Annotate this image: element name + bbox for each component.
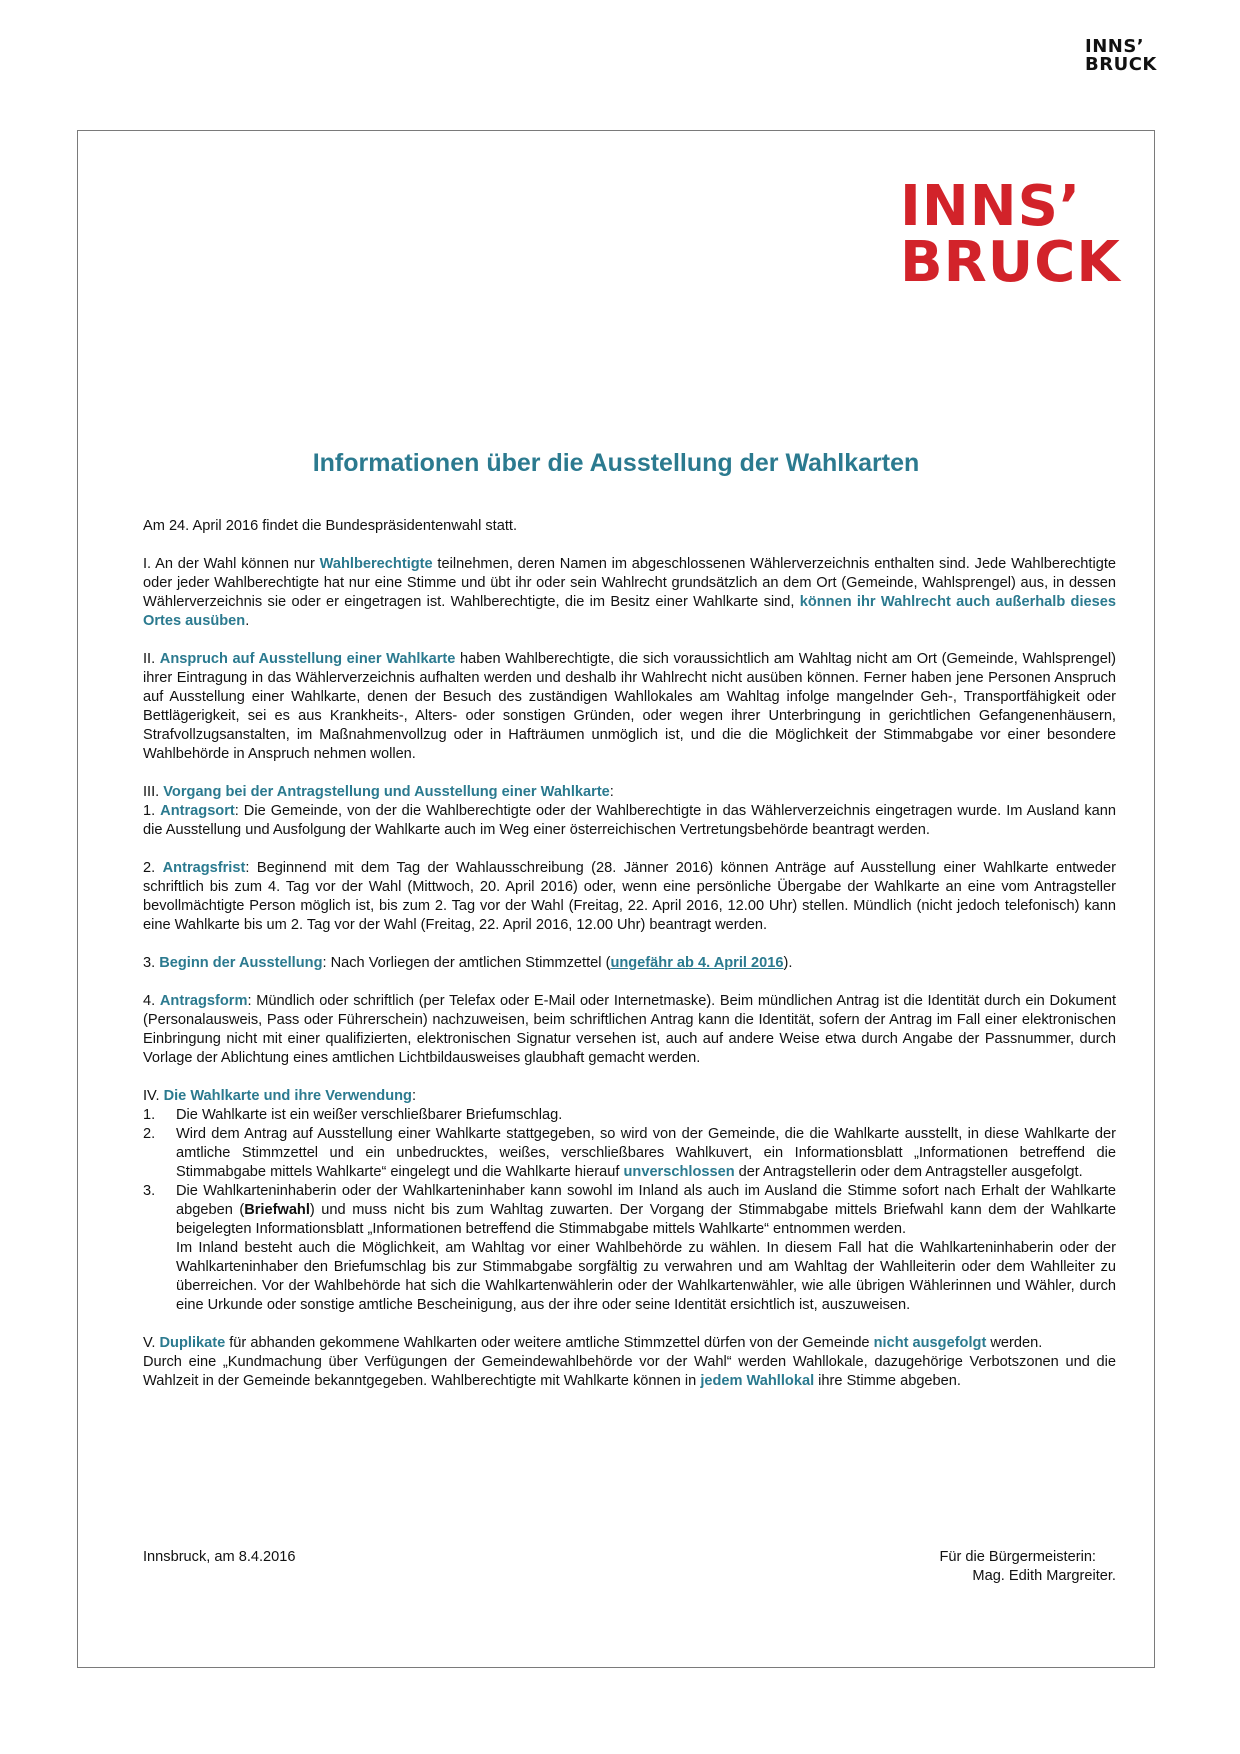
item-text: : Beginnend mit dem Tag der Wahlausschreibung (28. Jänner 2016) können Anträge auf Ausstellung einer Wahlkarte entweder schriftlich bis zum 4. Tag vor der Wahl (Mittwoch, 20. April 2016) oder, wenn eine persönliche Übergabe der Wahlkarte an eine vom Antragsteller bevollmächtigte Person möglich ist, bis zum 2. Tag vor der Wahl (Freitag, 22. April 2016, 12.00 Uhr) stellen. Mündlich (nicht jedoch telefonisch) kann eine Wahlkarte bis um 2. Tag vor der Wahl (Freitag, 22. April 2016, 12.00 Uhr) beantragt werden. <box>143 860 1116 933</box>
header-logo-line2: BRUCK <box>1085 54 1157 75</box>
item-number: 4. <box>143 993 160 1009</box>
signature <box>939 1548 1116 1586</box>
document-frame <box>77 130 1155 1668</box>
section-3 <box>143 783 1116 1068</box>
list-text: Die Wahlkarte ist ein weißer verschließbarer Briefumschlag. <box>176 1107 563 1123</box>
signature-role: Für die Bürgermeisterin: <box>939 1549 1096 1565</box>
item-label-beginn: Beginn der Ausstellung <box>159 955 323 971</box>
item-number: 2. <box>143 860 163 876</box>
document-logo-line1: INNS’ <box>900 174 1082 239</box>
section-5-highlight-3: jedem Wahllokal <box>700 1373 815 1389</box>
list-item <box>143 1125 1116 1182</box>
section-3-item-4 <box>143 992 1116 1068</box>
list-number: 1. <box>143 1107 156 1123</box>
item-text: : Nach Vorliegen der amtlichen Stimmzettel ( <box>322 955 611 971</box>
document-title: Informationen über die Ausstellung der Wahlkarten <box>312 449 920 477</box>
item-text: : Mündlich oder schriftlich (per Telefax oder E-Mail oder Internetmaske). Beim mündlichen Antrag ist die Identität durch ein Dokument (Personalausweis, Pass oder Führerschein) nachzuweisen, beim schriftlichen Antrag kann die Identität, sofern der Antrag im Fall einer elektronischen Einbringung nicht mit einer qualifizierten, elektronischen Signatur versehen ist, auch auf andere Weise etwa durch Angabe der Passnummer, durch Vorlage der Ablichtung eines amtlichen Lichtbildausweises glaubhaft gemacht werden. <box>143 993 1116 1066</box>
section-4-prefix: IV. <box>143 1088 164 1104</box>
section-3-heading: Vorgang bei der Antragstellung und Ausstellung einer Wahlkarte <box>163 784 610 800</box>
item-number: 1. <box>143 803 161 819</box>
section-1-text-2: . <box>245 613 250 629</box>
section-3-heading-line <box>143 783 1116 802</box>
item-label-antragsfrist: Antragsfrist <box>162 860 246 876</box>
signature-name: Mag. Edith Margreiter. <box>972 1568 1116 1584</box>
section-4-heading: Die Wahlkarte und ihre Verwendung <box>163 1088 412 1104</box>
list-text-part: Wird dem Antrag auf Ausstellung einer Wahlkarte stattgegeben, so wird von der Gemeinde, die die Wahlkarte ausstellt, in diese Wahlkarte der amtliche Stimmzettel und ein unbedrucktes, weißes, verschließbares Wahlkuvert, ein Informationsblatt „Informationen betreffend die Stimmabgabe mittels Wahlkarte“ eingelegt und die Wahlkarte hierauf <box>176 1126 1116 1180</box>
item-label-antragsform: Antragsform <box>159 993 248 1009</box>
section-1 <box>143 555 1116 631</box>
section-3-item-3 <box>143 954 1116 973</box>
section-5-highlight-2: nicht ausgefolgt <box>873 1335 987 1351</box>
section-4-heading-line <box>143 1087 1116 1106</box>
list-number: 2. <box>143 1126 156 1142</box>
list-item <box>143 1182 1116 1315</box>
item-text: : Die Gemeinde, von der die Wahlberechtigte oder der Wahlberechtigte in das Wählerverzeichnis eingetragen wurde. Im Ausland kann die Ausstellung und Ausfolgung der Wahlkarte auch im Weg einer österreichischen Vertretungsbehörde beantragt werden. <box>143 803 1116 838</box>
section-2-prefix: II. <box>143 651 160 667</box>
section-5-text-1: für abhanden gekommene Wahlkarten oder weitere amtliche Stimmzettel dürfen von der Gemeinde <box>225 1335 874 1351</box>
item-number: 3. <box>143 955 160 971</box>
section-5 <box>143 1334 1116 1391</box>
list-text-part: Im Inland besteht auch die Möglichkeit, am Wahltag vor einer Wahlbehörde zu wählen. In diesem Fall hat die Wahlkarteninhaberin oder der Wahlkarteninhaber den Briefumschlag bis zur Stimmabgabe sorgfältig zu verwahren und am Wahltag der Wahlleiterin oder dem Wahlleiter zu überreichen. Vor der Wahlbehörde hat sich die Wahlkartenwählerin oder der Wahlkartenwähler, wie alle übrigen Wählerinnen und Wähler, durch eine Urkunde oder sonstige amtliche Bescheinigung, aus der ihre oder seine Identität ersichtlich ist, auszuweisen. <box>176 1240 1116 1313</box>
section-4 <box>143 1087 1116 1315</box>
section-5-prefix: V. <box>143 1335 160 1351</box>
section-5-text-3: Durch eine „Kundmachung über Verfügungen der Gemeindewahlbehörde vor der Wahl“ werden Wahllokale, dazugehörige Verbotszonen und die Wahlzeit in der Gemeinde bekanntgegeben. Wahlberechtigte mit Wahlkarte können in <box>143 1354 1116 1389</box>
place-date: Innsbruck, am 8.4.2016 <box>143 1549 296 1565</box>
list-highlight: unverschlossen <box>623 1164 735 1180</box>
list-text <box>176 1125 1116 1182</box>
list-text-part: ) und muss nicht bis zum Wahltag zuwarten. Der Vorgang der Stimmabgabe mittels Briefwahl kann dem der Wahlkarte beigelegten Informationsblatt „Informationen betreffend die Stimmabgabe mittels Wahlkarte“ entnommen werden. <box>176 1202 1116 1237</box>
item-text-end: ). <box>783 955 793 971</box>
section-4-list <box>143 1106 1116 1315</box>
document-body <box>143 517 1116 1391</box>
section-3-item-2 <box>143 859 1116 935</box>
section-5-text-4: ihre Stimme abgeben. <box>814 1373 961 1389</box>
section-4-suffix: : <box>411 1088 417 1104</box>
date-link[interactable]: ungefähr ab 4. April 2016 <box>610 955 784 971</box>
list-text-part: Die Wahlkarteninhaberin oder der Wahlkarteninhaber kann sowohl im Inland als auch im Ausland die Stimme sofort nach Erhalt der Wahlkarte abgeben ( <box>176 1183 1116 1218</box>
section-1-highlight-1: Wahlberechtigte <box>319 556 433 572</box>
header-logo <box>1085 38 1157 74</box>
section-1-text-1: teilnehmen, deren Namen im abgeschlossenen Wählerverzeichnis enthalten sind. Jede Wahlberechtigte oder jeder Wahlberechtigte hat nur eine Stimme und übt ihr oder sein Wahlrecht grundsätzlich an dem Ort (Gemeinde, Wahlsprengel) aus, in dessen Wählerverzeichnis sie oder er eingetragen ist. Wahlberechtigte, die im Besitz einer Wahlkarte sind, <box>143 556 1116 610</box>
document-logo-line2: BRUCK <box>900 230 1121 295</box>
section-2 <box>143 650 1116 764</box>
intro-paragraph: Am 24. April 2016 findet die Bundespräsidentenwahl statt. <box>143 518 518 534</box>
list-text <box>176 1182 1116 1315</box>
header-logo-line1: INNS’ <box>1085 36 1145 57</box>
section-5-line-1 <box>143 1334 1116 1353</box>
section-3-prefix: III. <box>143 784 164 800</box>
section-1-highlight-2: können ihr Wahlrecht auch außerhalb dieses Ortes ausüben <box>143 594 1116 629</box>
list-item <box>143 1106 1116 1125</box>
section-5-text-2: werden. <box>986 1335 1043 1351</box>
section-5-line-2 <box>143 1353 1116 1391</box>
section-3-item-1 <box>143 802 1116 840</box>
section-1-prefix: I. An der Wahl können nur <box>143 556 320 572</box>
section-2-text: haben Wahlberechtigte, die sich voraussichtlich am Wahltag nicht am Ort (Gemeinde, Wahlsprengel) ihrer Eintragung in das Wählerverzeichnis aufhalten werden und deshalb ihr Wahlrecht nicht ausüben können. Ferner haben jene Personen Anspruch auf Ausstellung einer Wahlkarte, denen der Besuch des zuständigen Wahllokales am Wahltag infolge mangelnder Geh-, Transportfähigkeit oder Bettlägerigkeit, sei es aus Krankheits-, Alters- oder sonstigen Gründen, oder wegen ihrer Unterbringung in gerichtlichen Gefangenenhäusern, Strafvollzugsanstalten, im Maßnahmenvollzug oder in Hafträumen unmöglich ist, und die die Möglichkeit der Stimmabgabe vor einer besondere Wahlbehörde in Anspruch nehmen wollen. <box>143 651 1117 762</box>
document-logo <box>900 174 1121 295</box>
section-5-highlight-1: Duplikate <box>159 1335 226 1351</box>
section-2-highlight: Anspruch auf Ausstellung einer Wahlkarte <box>159 651 456 667</box>
list-bold: Briefwahl <box>244 1202 310 1218</box>
list-text-part: der Antragstellerin oder dem Antragsteller ausgefolgt. <box>734 1164 1083 1180</box>
section-3-suffix: : <box>609 784 614 800</box>
item-label-antragsort: Antragsort <box>160 803 235 819</box>
list-number: 3. <box>143 1183 156 1199</box>
